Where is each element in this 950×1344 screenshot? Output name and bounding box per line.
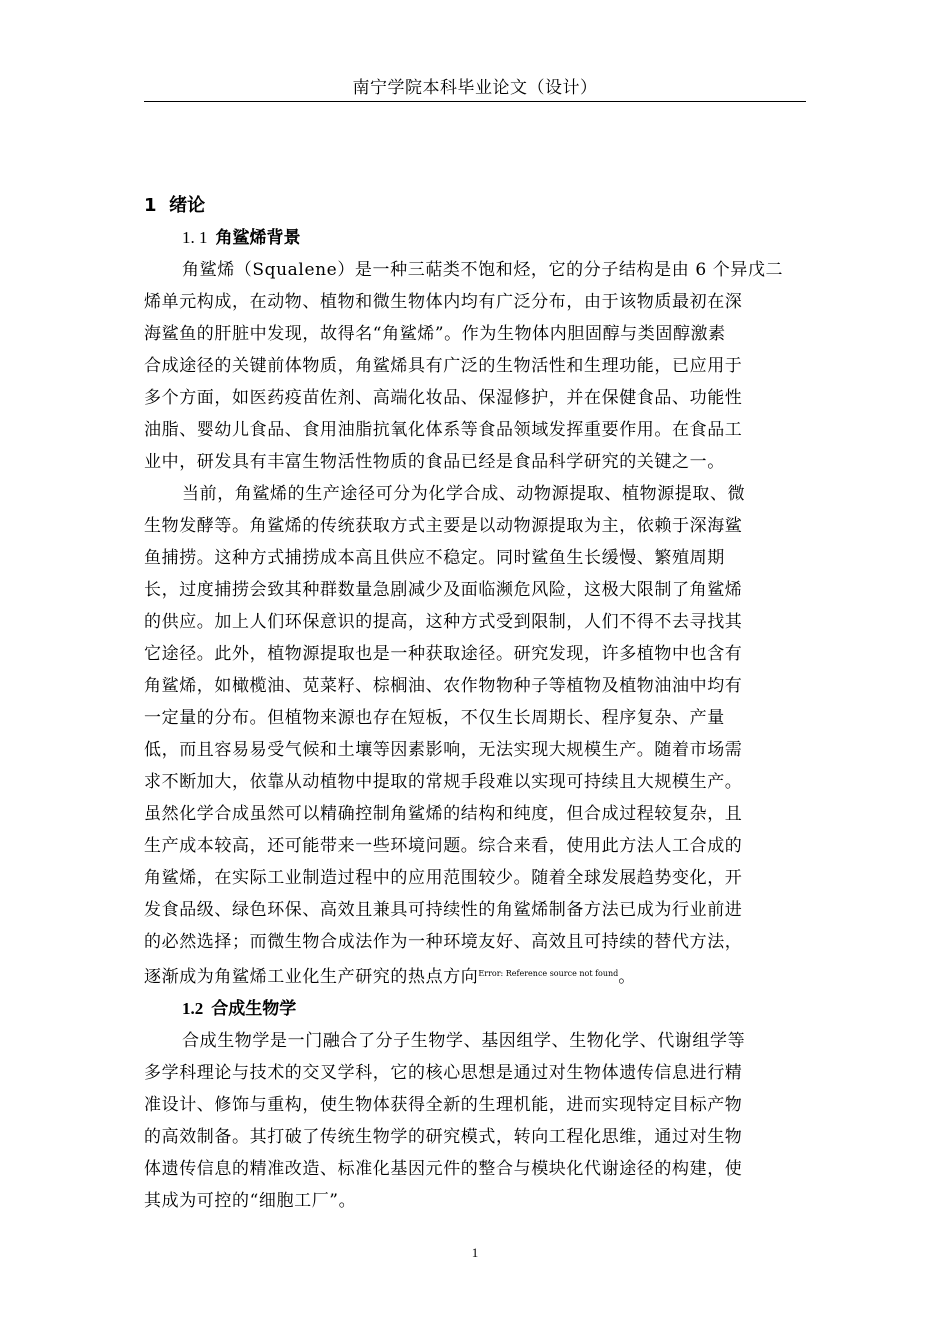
paragraph-line: 生产成本较高，还可能带来一些环境问题。综合来看，使用此方法人工合成的 [144,836,743,856]
paragraph-line: 一定量的分布。但植物来源也存在短板，不仅生长周期长、程序复杂、产量 [144,708,725,728]
paragraph [144,254,806,478]
paragraph-line: 角鲨烯，在实际工业制造过程中的应用范围较少。随着全球发展趋势变化，开 [144,868,743,888]
paragraph-line: 的必然选择；而微生物合成法作为一种环境友好、高效且可持续的替代方法， [144,932,743,952]
paragraph-line: 合成生物学是一门融合了分子生物学、基因组学、生物化学、代谢组学等 [182,1031,746,1051]
paragraph-line: 鱼捕捞。这种方式捕捞成本高且供应不稳定。同时鲨鱼生长缓慢、繁殖周期 [144,548,725,568]
paragraph-line: 体遗传信息的精准改造、标准化基因元件的整合与模块化代谢途径的构建，使 [144,1159,743,1179]
paragraph-line: 生物发酵等。角鲨烯的传统获取方式主要是以动物源提取为主，依赖于深海鲨 [144,516,743,536]
chapter-number: 1 [144,195,157,216]
reference-error-marker[interactable]: Error: Reference source not found [478,969,619,978]
paragraph-line: 当前，角鲨烯的生产途径可分为化学合成、动物源提取、植物源提取、微 [182,484,746,504]
paragraph-line: 烯单元构成，在动物、植物和微生物体内均有广泛分布，由于该物质最初在深 [144,292,743,312]
paragraph-line: 多学科理论与技术的交叉学科，它的核心思想是通过对生物体遗传信息进行精 [144,1063,743,1083]
paragraph-line: 多个方面，如医药疫苗佐剂、高端化妆品、保湿修护，并在保健食品、功能性 [144,388,743,408]
paragraph-line: 发食品级、绿色环保、高效且兼具可持续性的角鲨烯制备方法已成为行业前进 [144,900,743,920]
paragraph-line: 求不断加大，依靠从动植物中提取的常规手段难以实现可持续且大规模生产。 [144,772,743,792]
chapter-heading [144,190,806,222]
section-number: 1.2 [182,999,204,1018]
paragraph-line-with-reference [144,958,806,993]
running-header: 南宁学院本科毕业论文（设计） [352,78,598,98]
paragraph-line: 其成为可控的“细胞工厂”。 [144,1191,357,1211]
section-title: 合成生物学 [211,999,297,1019]
document-body [144,190,806,1217]
paragraph-line: 角鲨烯（Squalene）是一种三萜类不饱和烃，它的分子结构是由 6 个异戊二 [182,260,784,280]
paragraph-line: 的供应。加上人们环保意识的提高，这种方式受到限制，人们不得不去寻找其 [144,612,743,632]
paragraph-line: 它途径。此外，植物源提取也是一种获取途径。研究发现，许多植物中也含有 [144,644,743,664]
section-heading-1-1 [144,222,806,254]
paragraph-line-end: 。 [618,967,636,987]
paragraph-line-text: 逐渐成为角鲨烯工业化生产研究的热点方向 [144,967,479,987]
paragraph-line: 油脂、婴幼儿食品、食用油脂抗氧化体系等食品领域发挥重要作用。在食品工 [144,420,743,440]
header-rule [144,101,806,102]
paragraph-line: 合成途径的关键前体物质，角鲨烯具有广泛的生物活性和生理功能，已应用于 [144,356,743,376]
section-heading-1-2 [144,993,806,1025]
paragraph-line: 业中，研发具有丰富生物活性物质的食品已经是食品科学研究的关键之一。 [144,452,725,472]
paragraph-line: 准设计、修饰与重构，使生物体获得全新的生理机能，进而实现特定目标产物 [144,1095,743,1115]
chapter-title: 绪论 [169,195,206,216]
paragraph-line: 的高效制备。其打破了传统生物学的研究模式，转向工程化思维，通过对生物 [144,1127,743,1147]
section-title: 角鲨烯背景 [215,228,301,248]
paragraph-line: 海鲨鱼的肝脏中发现，故得名“角鲨烯”。作为生物体内胆固醇与类固醇激素 [144,324,726,344]
paragraph-line: 虽然化学合成虽然可以精确控制角鲨烯的结构和纯度，但合成过程较复杂，且 [144,804,743,824]
paragraph-line: 角鲨烯，如橄榄油、苋菜籽、棕榈油、农作物物种子等植物及植物油油中均有 [144,676,743,696]
paragraph-line: 长，过度捕捞会致其种群数量急剧减少及面临濒危风险，这极大限制了角鲨烯 [144,580,743,600]
paragraph [144,1025,806,1217]
section-number: 1. 1 [182,228,208,247]
paragraph [144,478,806,993]
page-number: 1 [471,1245,479,1260]
paragraph-line: 低，而且容易易受气候和土壤等因素影响，无法实现大规模生产。随着市场需 [144,740,743,760]
